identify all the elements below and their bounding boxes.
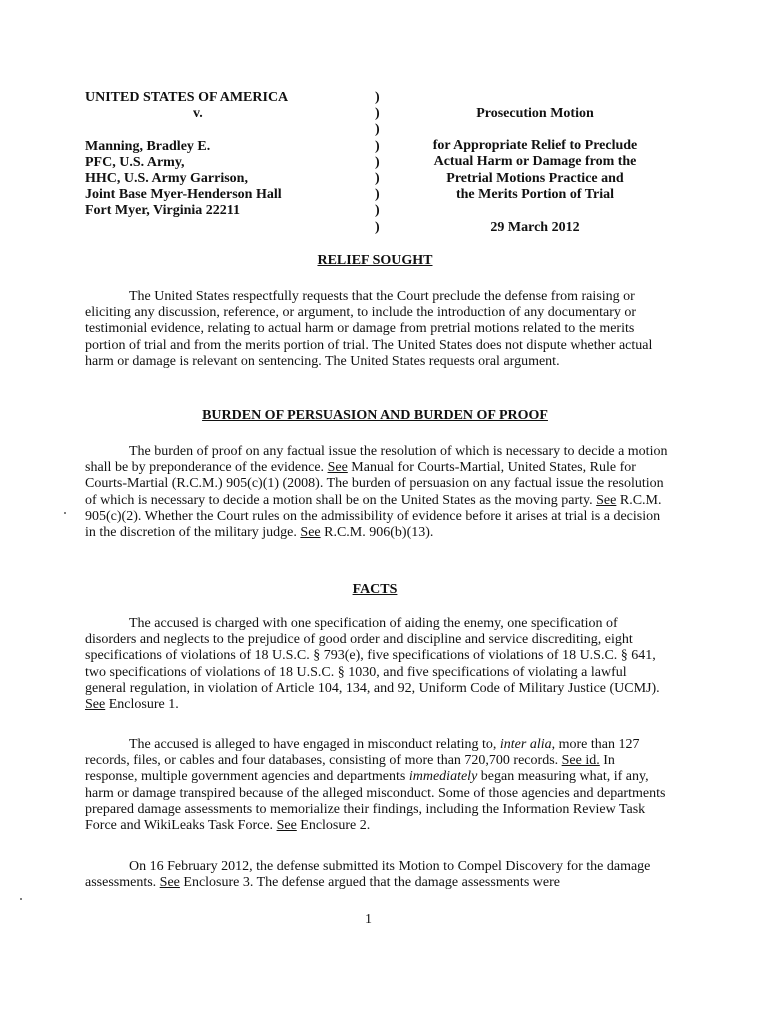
immediately-text: immediately xyxy=(408,769,478,785)
motion-subtitle-line: for Appropriate Relief to Preclude xyxy=(432,138,638,154)
caption-defendant-unit: HHC, U.S. Army Garrison, xyxy=(85,171,248,186)
motion-title: Prosecution Motion xyxy=(476,106,594,121)
caption-paren: ) xyxy=(375,203,380,219)
heading-relief-sought: RELIEF SOUGHT xyxy=(317,253,433,268)
motion-subtitle-line: the Merits Portion of Trial xyxy=(455,186,615,202)
see-citation: See xyxy=(85,697,106,713)
caption-plaintiff: UNITED STATES OF AMERICA xyxy=(85,90,289,105)
case-caption xyxy=(85,90,685,240)
caption-versus: v. xyxy=(193,106,203,122)
motion-title-block xyxy=(390,106,680,236)
scan-speck xyxy=(64,512,66,514)
motion-date: 29 March 2012 xyxy=(490,220,580,236)
caption-parentheses xyxy=(375,90,387,236)
caption-paren: ) xyxy=(375,187,380,203)
caption-paren: ) xyxy=(375,154,380,170)
caption-parties xyxy=(85,90,375,220)
inter-alia-text: inter alia xyxy=(499,737,552,752)
motion-subtitle-line: Actual Harm or Damage from the xyxy=(433,154,637,170)
facts-paragraph-charges: The accused is charged with one specification of aiding the enemy, one specification of disorders and neglects to the prejudice of good order and discipline and service discrediting, eight specifications of violations of 18 U.S.C. § 793(e), five specifications of violations of 18 U.S.C. § 641, two specifications of violations of 18 U.S.C. § 1030, and five specifications of violating a lawful general regulation, in violation of Article 104, 134, and 92, Uniform Code of Military Justice (UCMJ). See Enclosure 1. xyxy=(85,616,660,713)
caption-paren: ) xyxy=(375,170,380,186)
caption-paren: ) xyxy=(375,106,380,122)
caption-defendant-name: Manning, Bradley E. xyxy=(85,138,211,154)
motion-subtitle-line: Pretrial Motions Practice and xyxy=(446,170,624,186)
caption-paren: ) xyxy=(375,122,380,138)
see-citation: See xyxy=(596,492,617,508)
heading-facts: FACTS xyxy=(352,582,398,597)
caption-paren: ) xyxy=(375,219,380,235)
caption-defendant-rank: PFC, U.S. Army, xyxy=(85,154,185,170)
see-citation: See xyxy=(276,818,297,834)
page-number: 1 xyxy=(365,912,372,927)
see-id-citation: See id. xyxy=(561,753,600,769)
caption-paren: ) xyxy=(375,90,380,105)
see-citation: See xyxy=(327,460,348,476)
see-citation: See xyxy=(159,875,180,891)
see-citation: See xyxy=(300,525,321,541)
caption-paren: ) xyxy=(375,138,380,154)
caption-defendant-base: Joint Base Myer-Henderson Hall xyxy=(85,187,282,203)
facts-paragraph-discovery: On 16 February 2012, the defense submitted its Motion to Compel Discovery for the damage assessments. See Enclosure 3. The defense argued that the damage assessments were xyxy=(85,859,651,891)
scan-speck xyxy=(20,898,22,900)
facts-paragraph-misconduct: The accused is alleged to have engaged in misconduct relating to, inter alia, more than 127 records, files, or cables and four databases, consisting of more than 720,700 records. See id. In response, multiple government agencies and departments immediately began measuring what, if any, harm or damage transpired because of the alleged misconduct. Some of those agencies and departments prepared damage assessments to memorialize their findings, including the Information Review Task Force and WikiLeaks Task Force. See Enclosure 2. xyxy=(85,737,666,834)
burden-paragraph: The burden of proof on any factual issue the resolution of which is necessary to decide a motion shall be by preponderance of the evidence. See Manual for Courts-Martial, United States, Rule for Courts-Martial (R.C.M.) 905(c)(1) (2008). The burden of persuasion on any factual issue the resolution of which is necessary to decide a motion shall be on the United States as the moving party. See R.C.M. 905(c)(2). Whether the Court rules on the admissibility of evidence before it arises at trial is a decision in the discretion of the military judge. See R.C.M. 906(b)(13). xyxy=(85,444,668,541)
heading-burden-of-proof: BURDEN OF PERSUASION AND BURDEN OF PROOF xyxy=(202,408,548,423)
relief-sought-paragraph: The United States respectfully requests that the Court preclude the defense from raising or eliciting any discussion, reference, or argument, to include the introduction of any documentary or testimonial evidence, relating to actual harm or damage from pretrial motions related to the merits portion of trial and from the merits portion of trial. The United States does not dispute whether actual harm or damage is relevant on sentencing. The United States requests oral argument. xyxy=(85,289,653,369)
caption-defendant-address: Fort Myer, Virginia 22211 xyxy=(85,203,241,219)
